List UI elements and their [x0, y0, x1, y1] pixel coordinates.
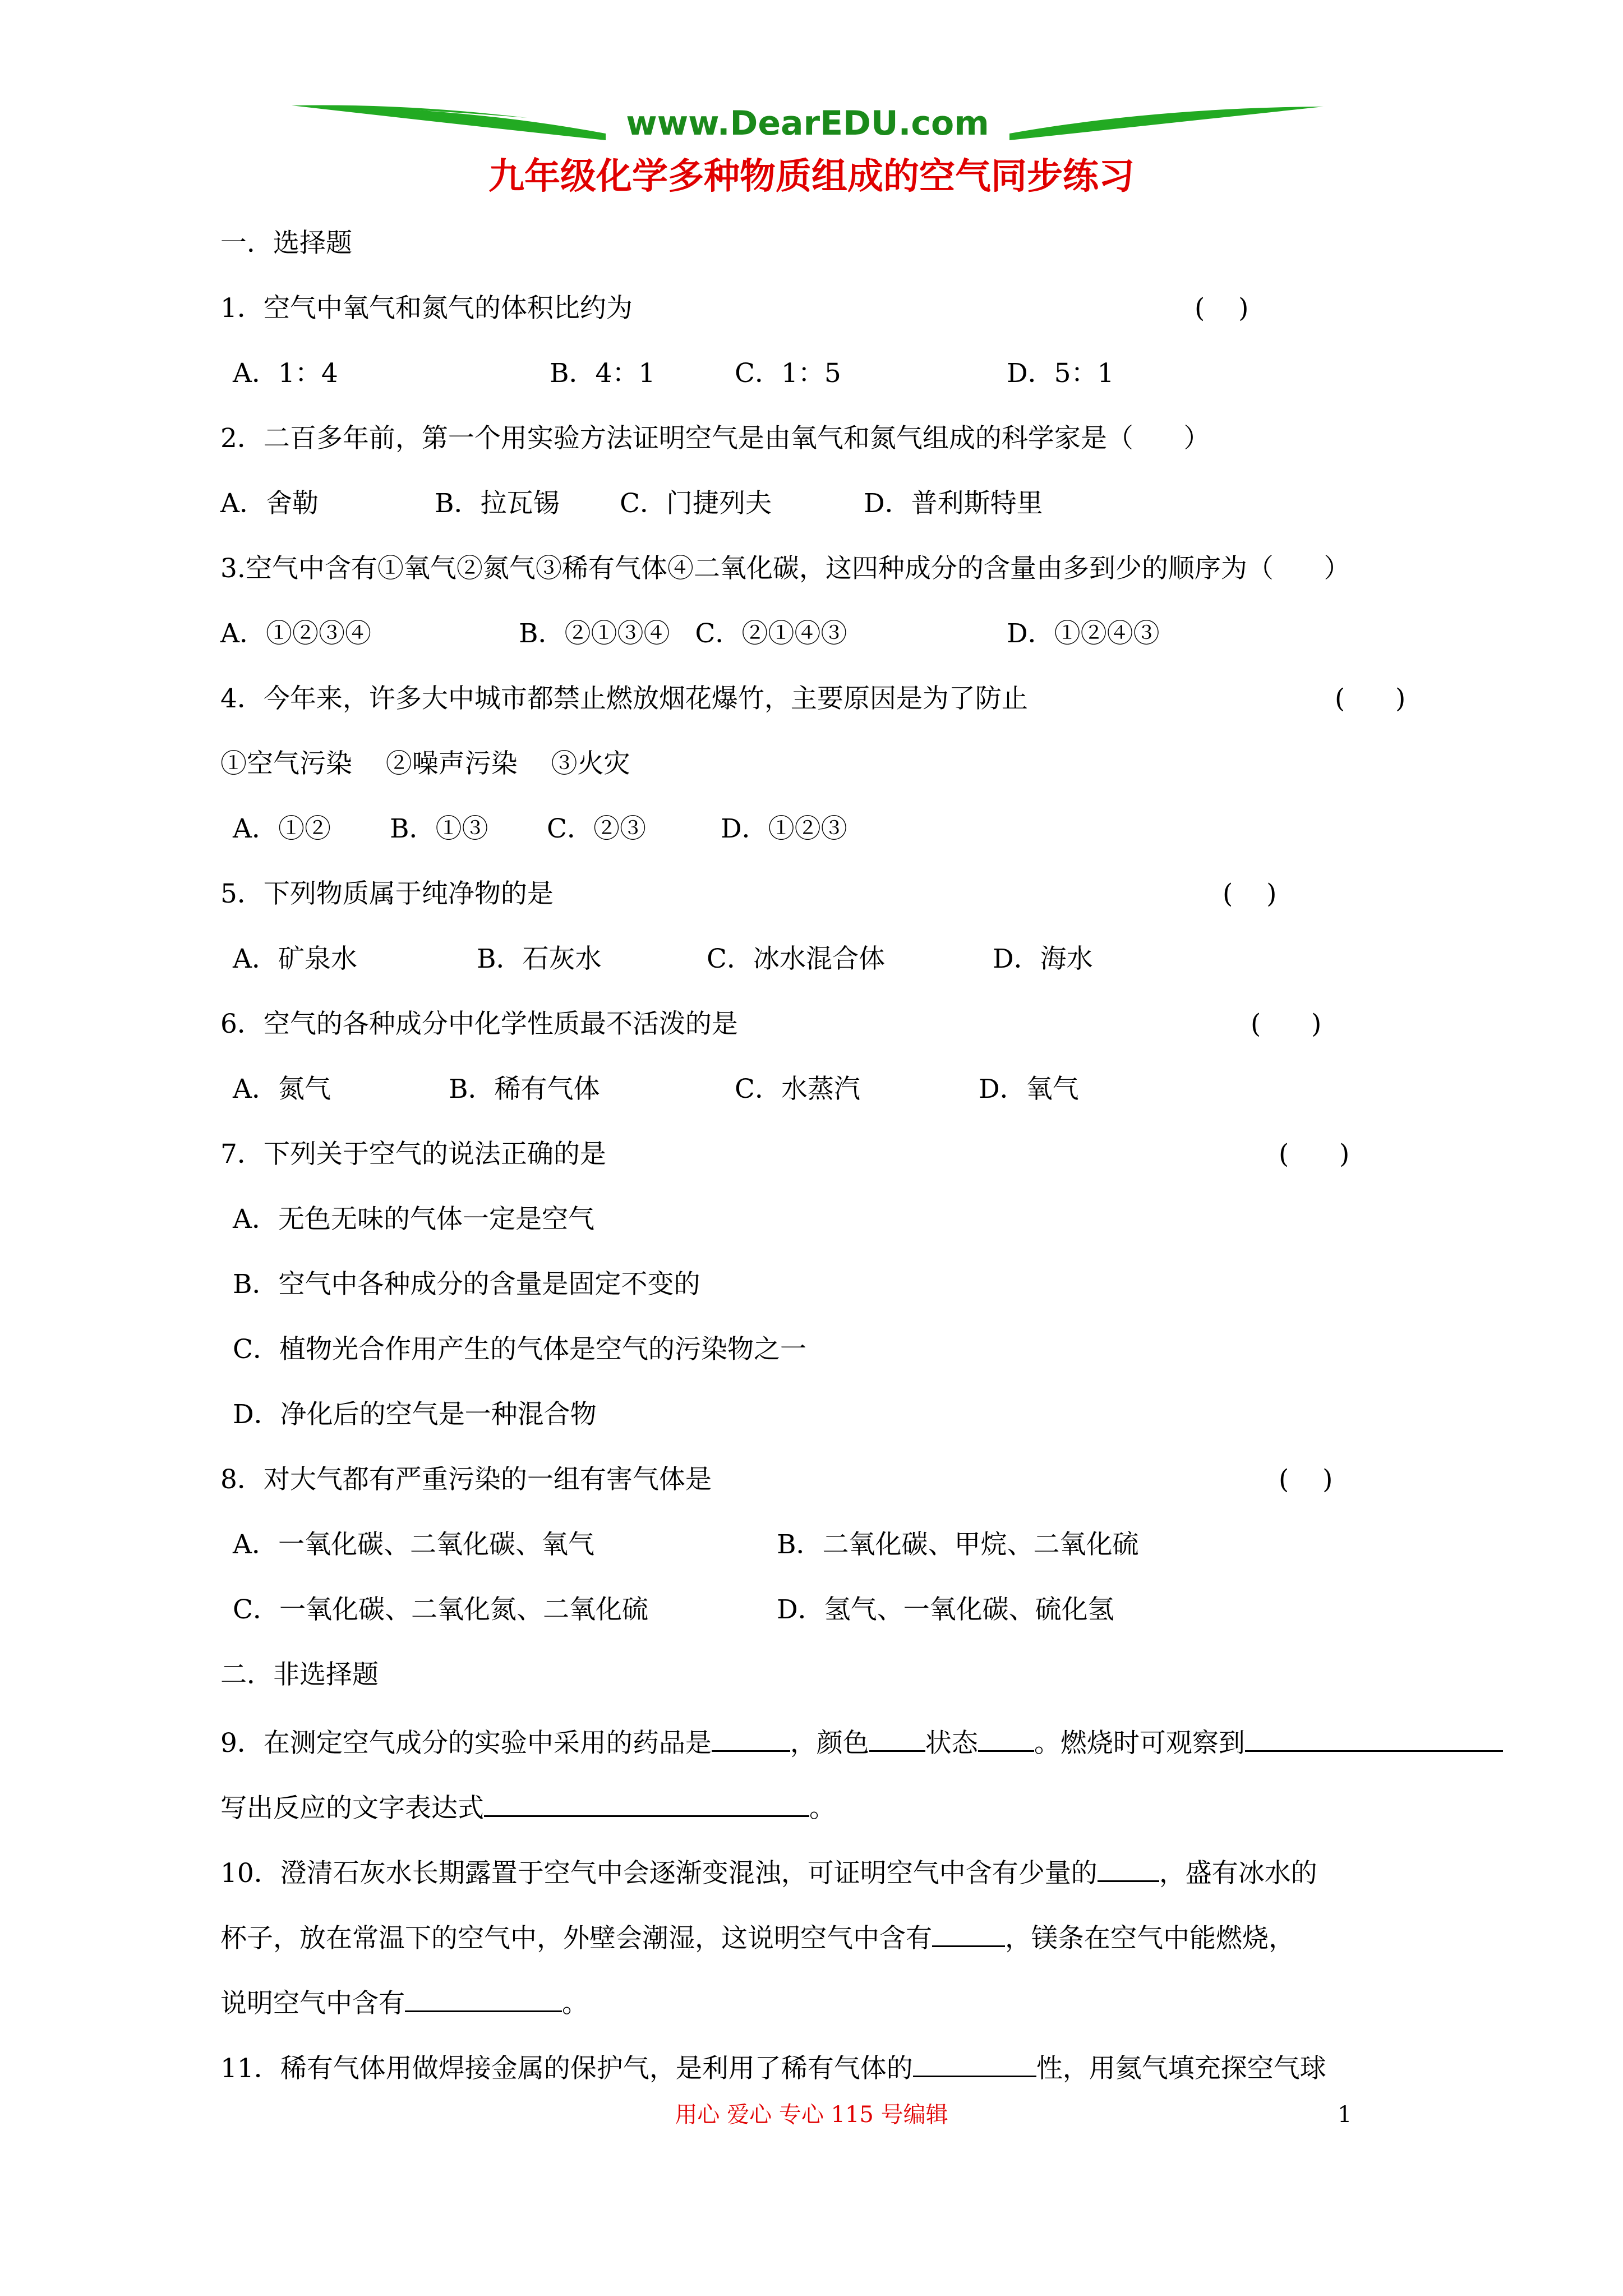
q1-option-b: B．4：1 [550, 358, 656, 389]
q6-option-a: A．氮气 [233, 1074, 331, 1105]
q6-option-c: C．水蒸汽 [735, 1074, 860, 1105]
q9-blank-color[interactable] [869, 1723, 925, 1752]
q2-option-d: D．普利斯特里 [864, 488, 1043, 519]
q5-answer-paren: ( ) [1223, 878, 1277, 909]
q7-option-c: C．植物光合作用产生的气体是空气的污染物之一 [233, 1334, 806, 1365]
q9-blank-observation[interactable] [1245, 1723, 1503, 1752]
q9-blank-equation[interactable] [484, 1788, 809, 1817]
q6-answer-paren: ( ) [1251, 1009, 1322, 1039]
q4-option-d: D．①②③ [721, 813, 847, 844]
q5-option-a: A．矿泉水 [233, 944, 357, 974]
q7-answer-paren: ( ) [1279, 1139, 1350, 1170]
q9-blank-state[interactable] [978, 1723, 1034, 1752]
q11-line-1 [220, 2049, 1326, 2086]
q10-blank-1[interactable] [1098, 1853, 1159, 1882]
q10-text-4: ，镁条在空气中能燃烧， [1005, 1923, 1295, 1954]
q3-option-d: D．①②④③ [1007, 618, 1160, 649]
q8-option-a: A．一氧化碳、二氧化碳、氧气 [233, 1529, 594, 1560]
q10-line-3 [220, 1984, 588, 2021]
q10-text-2: ，盛有冰水的 [1159, 1858, 1317, 1889]
q5-option-b: B．石灰水 [477, 944, 602, 974]
q5-option-d: D．海水 [993, 944, 1093, 974]
q9-text-2: ，颜色 [790, 1728, 869, 1759]
q2-option-a: A．舍勒 [220, 488, 319, 519]
q4-choices: ①空气污染 ②噪声污染 ③火灾 [220, 748, 630, 779]
page-number: 1 [1338, 2102, 1352, 2128]
q5-stem: 5．下列物质属于纯净物的是 [220, 878, 554, 909]
page-footer: 用心 爱心 专心 115 号编辑 [675, 2102, 948, 2128]
q9-text-4: 。燃烧时可观察到 [1034, 1728, 1245, 1759]
q10-line-2 [220, 1918, 1295, 1955]
q11-text-1: 11．稀有气体用做焊接金属的保护气，是利用了稀有气体的 [220, 2053, 913, 2084]
q10-text-3: 杯子，放在常温下的空气中，外壁会潮湿，这说明空气中含有 [220, 1923, 932, 1954]
q6-option-d: D．氧气 [979, 1074, 1079, 1105]
q6-option-b: B．稀有气体 [449, 1074, 600, 1105]
q8-option-d: D．氢气、一氧化碳、硫化氢 [777, 1594, 1114, 1625]
q9-text-6: 。 [809, 1793, 836, 1824]
site-name: www.DearEDU.com [606, 101, 1009, 146]
q10-text-5: 说明空气中含有 [220, 1988, 405, 2019]
q4-option-c: C．②③ [547, 813, 646, 844]
q9-text-3: 状态 [925, 1728, 978, 1759]
page-title: 九年级化学多种物质组成的空气同步练习 [488, 155, 1135, 197]
q6-stem: 6．空气的各种成分中化学性质最不活泼的是 [220, 1009, 738, 1039]
q8-option-c: C．一氧化碳、二氧化氮、二氧化硫 [233, 1594, 648, 1625]
q1-stem: 1．空气中氧气和氮气的体积比约为 [220, 293, 633, 324]
q4-option-a: A．①② [233, 813, 331, 844]
q4-answer-paren: ( ) [1335, 683, 1406, 714]
q10-text-6: 。 [562, 1988, 588, 2019]
q10-blank-2[interactable] [932, 1918, 1005, 1947]
q7-option-b: B．空气中各种成分的含量是固定不变的 [233, 1269, 700, 1300]
q9-text-1: 9．在测定空气成分的实验中采用的药品是 [220, 1728, 712, 1759]
q8-option-b: B．二氧化碳、甲烷、二氧化硫 [777, 1529, 1139, 1560]
q8-stem: 8．对大气都有严重污染的一组有害气体是 [220, 1464, 712, 1495]
q8-answer-paren: ( ) [1279, 1464, 1333, 1495]
q1-option-a: A．1：4 [233, 358, 338, 389]
q1-answer-paren: ( ) [1195, 293, 1249, 324]
q5-option-c: C．冰水混合体 [707, 944, 885, 974]
q7-option-d: D．净化后的空气是一种混合物 [233, 1399, 597, 1430]
q11-blank-1[interactable] [913, 2049, 1036, 2077]
q10-line-1 [220, 1853, 1317, 1890]
q4-stem: 4．今年来，许多大中城市都禁止燃放烟花爆竹，主要原因是为了防止 [220, 683, 1028, 714]
q1-option-d: D．5：1 [1007, 358, 1114, 389]
q11-text-2: 性，用氦气填充探空气球 [1036, 2053, 1326, 2084]
q3-stem: 3.空气中含有①氧气②氮气③稀有气体④二氧化碳，这四种成分的含量由多到少的顺序为（ ） [220, 553, 1350, 584]
section-heading-1: 一．选择题 [220, 228, 352, 259]
q2-stem: 2．二百多年前，第一个用实验方法证明空气是由氧气和氮气组成的科学家是（ ） [220, 423, 1210, 454]
q9-line-2 [220, 1788, 836, 1825]
q1-option-c: C．1：5 [735, 358, 841, 389]
q4-option-b: B．①③ [390, 813, 488, 844]
q10-text-1: 10．澄清石灰水长期露置于空气中会逐渐变混浊，可证明空气中含有少量的 [220, 1858, 1098, 1889]
q10-blank-3[interactable] [405, 1984, 562, 2012]
site-banner [292, 101, 1324, 146]
q3-option-a: A．①②③④ [220, 618, 371, 649]
q9-blank-reagent[interactable] [712, 1723, 790, 1752]
q2-option-c: C．门捷列夫 [620, 488, 772, 519]
section-heading-2: 二．非选择题 [220, 1659, 379, 1690]
q9-text-5: 写出反应的文字表达式 [220, 1793, 484, 1824]
q9-line-1 [220, 1723, 1503, 1760]
q2-option-b: B．拉瓦锡 [435, 488, 560, 519]
q7-option-a: A．无色无味的气体一定是空气 [233, 1204, 594, 1235]
q7-stem: 7．下列关于空气的说法正确的是 [220, 1139, 606, 1170]
q3-option-bc: B．②①③④ C．②①④③ [519, 618, 847, 649]
